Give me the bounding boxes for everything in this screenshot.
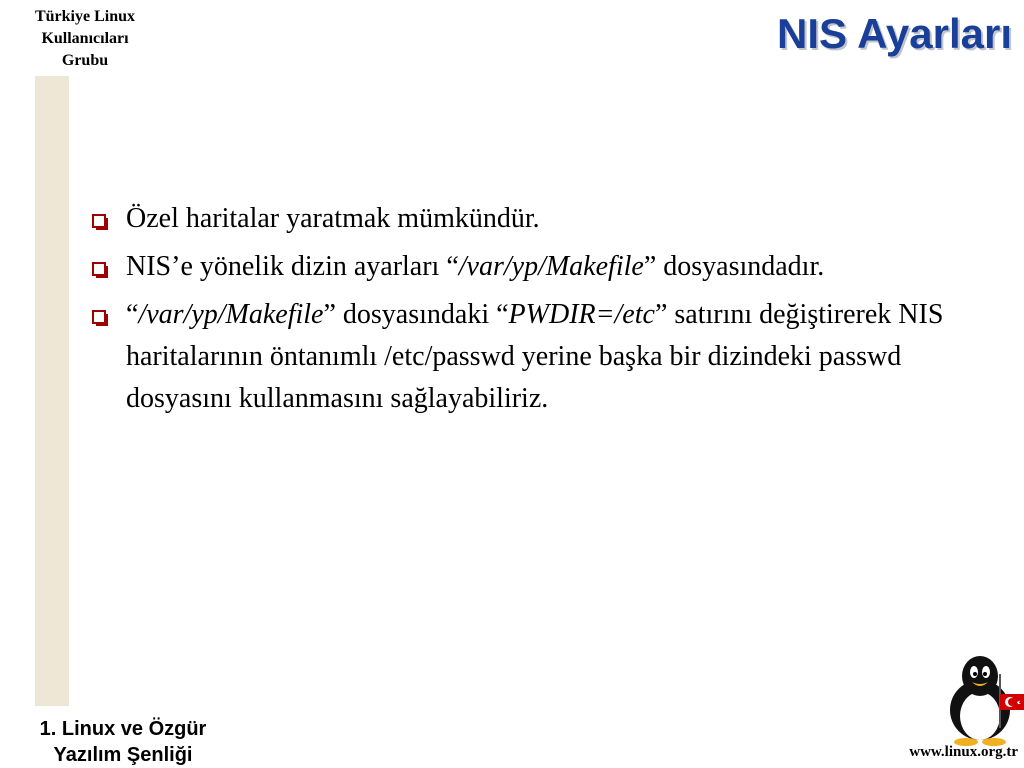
- square-bullet-icon: [92, 310, 106, 324]
- org-name-line: Grubu: [61, 52, 109, 69]
- org-name-line: Türkiye Linux: [34, 8, 136, 25]
- bullet-text-italic: /var/yp/Makefile: [138, 299, 324, 330]
- event-name: [0, 716, 246, 768]
- event-name-line: 1. Linux ve Özgür: [39, 718, 207, 740]
- bullet-list: [88, 198, 948, 426]
- org-name: [0, 6, 170, 72]
- bullet-text: Özel haritalar yaratmak mümkündür.: [126, 203, 540, 234]
- bullet-text: NIS’e yönelik dizin ayarları “: [126, 251, 459, 282]
- website-url: www.linux.org.tr: [909, 744, 1018, 760]
- event-name-line: Yazılım Şenliği: [53, 744, 193, 766]
- square-bullet-icon: [92, 214, 106, 228]
- bullet-text: “: [126, 299, 139, 330]
- square-bullet-icon: [92, 262, 106, 276]
- slide-title: NIS Ayarları: [777, 10, 1012, 57]
- bullet-item: [88, 246, 948, 288]
- tux-penguin-with-turkish-flag-icon: [942, 654, 1024, 746]
- bullet-text: ” satırını değiştirerek NIS haritalarının öntanımlı /etc/passwd yerine başka bir dizindeki passwd dosyasını kullanmasını sağlayabiliriz.: [126, 299, 944, 414]
- bullet-text-italic: PWDIR=/etc: [508, 299, 655, 330]
- bullet-text: ” dosyasındadır.: [643, 251, 825, 282]
- bullet-text-italic: /var/yp/Makefile: [458, 251, 644, 282]
- bullet-item: [88, 198, 948, 240]
- org-name-line: Kullanıcıları: [41, 30, 129, 47]
- bullet-text: ” dosyasındaki “: [323, 299, 509, 330]
- bullet-item: [88, 294, 948, 420]
- decorative-stripe: [35, 76, 69, 706]
